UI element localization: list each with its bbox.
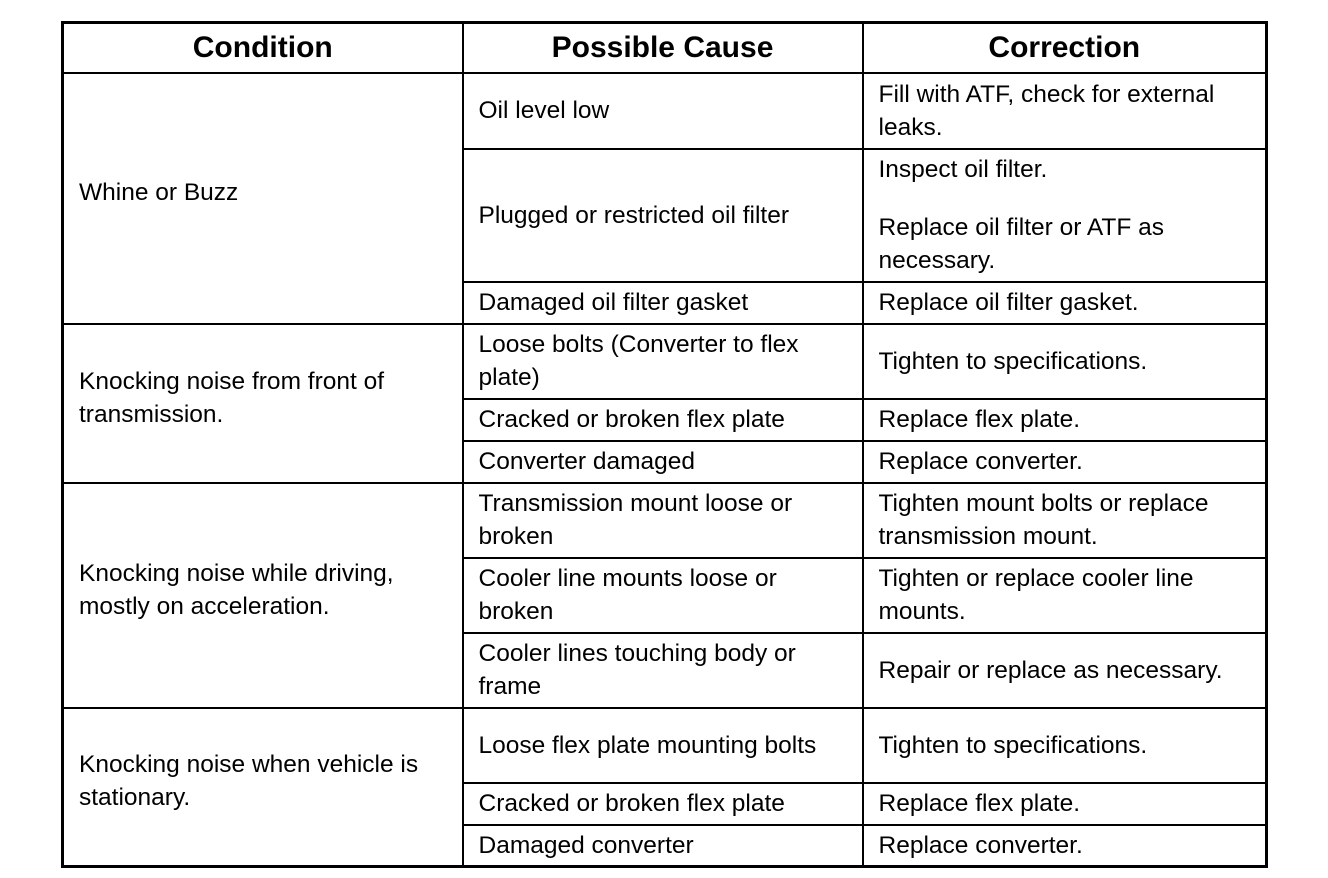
condition-cell: Knocking noise from front of transmission. [63, 324, 463, 483]
correction-cell: Replace flex plate. [863, 399, 1267, 441]
correction-cell: Fill with ATF, check for external leaks. [863, 73, 1267, 149]
table-body [63, 73, 1267, 867]
cause-cell: Cracked or broken flex plate [463, 399, 863, 441]
cause-cell: Cooler lines touching body or frame [463, 633, 863, 708]
cause-cell: Damaged oil filter gasket [463, 282, 863, 324]
correction-cell: Replace flex plate. [863, 783, 1267, 825]
table-row [63, 483, 1267, 558]
cause-cell: Cracked or broken flex plate [463, 783, 863, 825]
header-possible-cause: Possible Cause [463, 23, 863, 73]
condition-cell: Whine or Buzz [63, 73, 463, 324]
table-row [63, 708, 1267, 783]
header-correction: Correction [863, 23, 1267, 73]
correction-cell: Tighten mount bolts or replace transmission mount. [863, 483, 1267, 558]
correction-cell: Tighten or replace cooler line mounts. [863, 558, 1267, 633]
table-row [63, 73, 1267, 149]
condition-cell: Knocking noise while driving, mostly on acceleration. [63, 483, 463, 708]
condition-cell: Knocking noise when vehicle is stationary. [63, 708, 463, 867]
correction-cell: Replace converter. [863, 825, 1267, 867]
correction-cell: Replace oil filter gasket. [863, 282, 1267, 324]
cause-cell: Plugged or restricted oil filter [463, 149, 863, 282]
cause-cell: Damaged converter [463, 825, 863, 867]
cause-cell: Loose flex plate mounting bolts [463, 708, 863, 783]
correction-cell: Repair or replace as necessary. [863, 633, 1267, 708]
correction-text-secondary: Replace oil filter or ATF as necessary. [878, 213, 1164, 274]
diagnosis-table [61, 21, 1268, 868]
cause-cell: Transmission mount loose or broken [463, 483, 863, 558]
cause-cell: Cooler line mounts loose or broken [463, 558, 863, 633]
cause-cell: Loose bolts (Converter to flex plate) [463, 324, 863, 399]
header-row [63, 23, 1267, 73]
correction-cell: Tighten to specifications. [863, 324, 1267, 399]
correction-cell: Tighten to specifications. [863, 708, 1267, 783]
cause-cell: Converter damaged [463, 441, 863, 483]
table-header [63, 23, 1267, 73]
correction-text: Inspect oil filter. [878, 155, 1048, 183]
cause-cell: Oil level low [463, 73, 863, 149]
table-row [63, 324, 1267, 399]
correction-cell [863, 149, 1267, 282]
header-condition: Condition [63, 23, 463, 73]
correction-cell: Replace converter. [863, 441, 1267, 483]
